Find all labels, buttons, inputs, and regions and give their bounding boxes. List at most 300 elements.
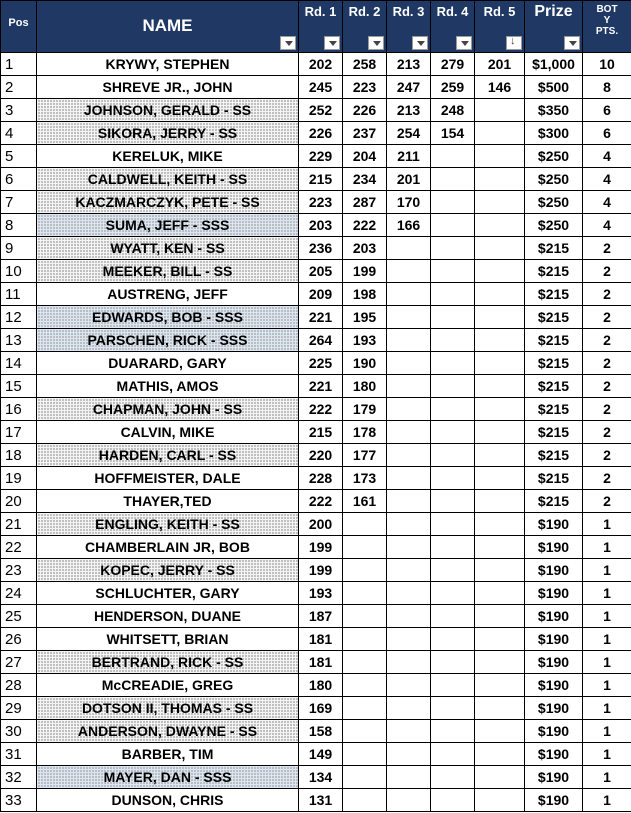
cell-prize[interactable]: $190 [525, 674, 583, 697]
cell-name[interactable]: MEEKER, BILL - SS [37, 260, 299, 283]
cell-rd2[interactable]: 203 [343, 237, 387, 260]
sort-descending-rd5-icon[interactable] [506, 36, 522, 50]
cell-rd4[interactable]: 248 [431, 99, 475, 122]
cell-name[interactable]: CALDWELL, KEITH - SS [37, 168, 299, 191]
cell-rd1[interactable]: 180 [299, 674, 343, 697]
cell-prize[interactable]: $190 [525, 582, 583, 605]
cell-name[interactable]: SIKORA, JERRY - SS [37, 122, 299, 145]
cell-rd2[interactable] [343, 697, 387, 720]
cell-name[interactable]: CALVIN, MIKE [37, 421, 299, 444]
cell-rd2[interactable]: 223 [343, 76, 387, 99]
cell-rd3[interactable] [387, 490, 431, 513]
cell-rd2[interactable] [343, 513, 387, 536]
cell-rd3[interactable] [387, 628, 431, 651]
filter-dropdown-rd2-icon[interactable] [368, 36, 384, 50]
cell-pos[interactable]: 13 [1, 329, 37, 352]
cell-rd4[interactable] [431, 168, 475, 191]
cell-rd3[interactable]: 166 [387, 214, 431, 237]
cell-boty-pts[interactable]: 2 [583, 306, 631, 329]
cell-name[interactable]: SCHLUCHTER, GARY [37, 582, 299, 605]
cell-rd5[interactable]: 146 [475, 76, 525, 99]
cell-rd5[interactable] [475, 191, 525, 214]
filter-dropdown-rd3-icon[interactable] [412, 36, 428, 50]
cell-rd5[interactable] [475, 490, 525, 513]
cell-prize[interactable]: $300 [525, 122, 583, 145]
cell-rd2[interactable] [343, 605, 387, 628]
cell-rd5[interactable] [475, 559, 525, 582]
cell-name[interactable]: ENGLING, KEITH - SS [37, 513, 299, 536]
cell-rd2[interactable]: 287 [343, 191, 387, 214]
filter-dropdown-prize-icon[interactable] [564, 36, 580, 50]
cell-boty-pts[interactable]: 2 [583, 444, 631, 467]
cell-rd3[interactable] [387, 467, 431, 490]
cell-rd4[interactable] [431, 421, 475, 444]
cell-pos[interactable]: 15 [1, 375, 37, 398]
cell-prize[interactable]: $190 [525, 651, 583, 674]
cell-rd2[interactable] [343, 720, 387, 743]
cell-name[interactable]: WHITSETT, BRIAN [37, 628, 299, 651]
cell-rd3[interactable] [387, 559, 431, 582]
cell-prize[interactable]: $215 [525, 283, 583, 306]
cell-boty-pts[interactable]: 1 [583, 743, 631, 766]
cell-prize[interactable]: $190 [525, 697, 583, 720]
cell-rd3[interactable] [387, 766, 431, 789]
cell-rd2[interactable]: 198 [343, 283, 387, 306]
cell-prize[interactable]: $190 [525, 720, 583, 743]
cell-name[interactable]: MATHIS, AMOS [37, 375, 299, 398]
cell-boty-pts[interactable]: 4 [583, 214, 631, 237]
cell-rd5[interactable] [475, 214, 525, 237]
cell-rd1[interactable]: 203 [299, 214, 343, 237]
cell-prize[interactable]: $250 [525, 191, 583, 214]
cell-rd1[interactable]: 245 [299, 76, 343, 99]
cell-rd4[interactable] [431, 237, 475, 260]
cell-rd3[interactable] [387, 421, 431, 444]
cell-rd2[interactable]: 173 [343, 467, 387, 490]
cell-boty-pts[interactable]: 2 [583, 260, 631, 283]
cell-rd5[interactable] [475, 145, 525, 168]
cell-rd1[interactable]: 205 [299, 260, 343, 283]
cell-rd5[interactable] [475, 536, 525, 559]
cell-boty-pts[interactable]: 2 [583, 375, 631, 398]
cell-pos[interactable]: 26 [1, 628, 37, 651]
cell-rd2[interactable] [343, 582, 387, 605]
cell-prize[interactable]: $215 [525, 421, 583, 444]
cell-rd4[interactable] [431, 720, 475, 743]
cell-name[interactable]: KERELUK, MIKE [37, 145, 299, 168]
cell-boty-pts[interactable]: 2 [583, 398, 631, 421]
cell-pos[interactable]: 10 [1, 260, 37, 283]
cell-rd1[interactable]: 200 [299, 513, 343, 536]
cell-pos[interactable]: 8 [1, 214, 37, 237]
cell-name[interactable]: HOFFMEISTER, DALE [37, 467, 299, 490]
cell-prize[interactable]: $215 [525, 375, 583, 398]
cell-rd4[interactable] [431, 467, 475, 490]
cell-boty-pts[interactable]: 4 [583, 191, 631, 214]
cell-boty-pts[interactable]: 1 [583, 559, 631, 582]
cell-rd3[interactable]: 213 [387, 53, 431, 76]
cell-rd2[interactable]: 226 [343, 99, 387, 122]
cell-boty-pts[interactable]: 10 [583, 53, 631, 76]
cell-name[interactable]: CHAPMAN, JOHN - SS [37, 398, 299, 421]
cell-rd4[interactable] [431, 697, 475, 720]
cell-rd2[interactable]: 190 [343, 352, 387, 375]
cell-prize[interactable]: $215 [525, 444, 583, 467]
cell-rd1[interactable]: 131 [299, 789, 343, 812]
cell-rd1[interactable]: 215 [299, 421, 343, 444]
cell-rd5[interactable] [475, 743, 525, 766]
cell-rd5[interactable] [475, 674, 525, 697]
cell-rd2[interactable] [343, 789, 387, 812]
cell-rd4[interactable] [431, 582, 475, 605]
cell-rd2[interactable]: 180 [343, 375, 387, 398]
cell-name[interactable]: MAYER, DAN - SSS [37, 766, 299, 789]
filter-dropdown-rd1-icon[interactable] [324, 36, 340, 50]
cell-rd3[interactable] [387, 375, 431, 398]
cell-rd1[interactable]: 187 [299, 605, 343, 628]
cell-pos[interactable]: 14 [1, 352, 37, 375]
cell-rd4[interactable] [431, 513, 475, 536]
cell-rd5[interactable] [475, 375, 525, 398]
cell-boty-pts[interactable]: 6 [583, 99, 631, 122]
cell-name[interactable]: HARDEN, CARL - SS [37, 444, 299, 467]
cell-rd5[interactable] [475, 122, 525, 145]
cell-rd2[interactable] [343, 651, 387, 674]
cell-rd5[interactable] [475, 260, 525, 283]
cell-rd2[interactable]: 193 [343, 329, 387, 352]
cell-rd3[interactable] [387, 352, 431, 375]
cell-rd1[interactable]: 236 [299, 237, 343, 260]
cell-prize[interactable]: $250 [525, 168, 583, 191]
cell-rd1[interactable]: 181 [299, 651, 343, 674]
cell-boty-pts[interactable]: 1 [583, 766, 631, 789]
cell-boty-pts[interactable]: 1 [583, 628, 631, 651]
cell-rd5[interactable] [475, 237, 525, 260]
cell-rd1[interactable]: 149 [299, 743, 343, 766]
cell-rd4[interactable] [431, 260, 475, 283]
cell-boty-pts[interactable]: 1 [583, 651, 631, 674]
cell-rd3[interactable] [387, 283, 431, 306]
cell-rd3[interactable] [387, 789, 431, 812]
cell-boty-pts[interactable]: 6 [583, 122, 631, 145]
cell-rd4[interactable] [431, 444, 475, 467]
cell-rd3[interactable]: 201 [387, 168, 431, 191]
cell-rd2[interactable] [343, 674, 387, 697]
cell-rd3[interactable] [387, 237, 431, 260]
cell-boty-pts[interactable]: 1 [583, 789, 631, 812]
cell-rd1[interactable]: 264 [299, 329, 343, 352]
cell-rd1[interactable]: 229 [299, 145, 343, 168]
cell-pos[interactable]: 24 [1, 582, 37, 605]
cell-rd2[interactable]: 237 [343, 122, 387, 145]
cell-name[interactable]: KACZMARCZYK, PETE - SS [37, 191, 299, 214]
cell-prize[interactable]: $190 [525, 513, 583, 536]
cell-name[interactable]: HENDERSON, DUANE [37, 605, 299, 628]
cell-rd1[interactable]: 215 [299, 168, 343, 191]
cell-prize[interactable]: $250 [525, 214, 583, 237]
cell-rd2[interactable]: 179 [343, 398, 387, 421]
cell-rd5[interactable] [475, 582, 525, 605]
cell-rd1[interactable]: 222 [299, 398, 343, 421]
cell-rd4[interactable] [431, 674, 475, 697]
cell-rd5[interactable] [475, 329, 525, 352]
cell-rd5[interactable] [475, 421, 525, 444]
cell-prize[interactable]: $190 [525, 789, 583, 812]
cell-prize[interactable]: $215 [525, 467, 583, 490]
cell-rd2[interactable]: 222 [343, 214, 387, 237]
cell-pos[interactable]: 32 [1, 766, 37, 789]
cell-name[interactable]: DUNSON, CHRIS [37, 789, 299, 812]
cell-rd4[interactable] [431, 214, 475, 237]
cell-rd2[interactable]: 178 [343, 421, 387, 444]
cell-rd2[interactable]: 177 [343, 444, 387, 467]
cell-rd3[interactable]: 170 [387, 191, 431, 214]
cell-pos[interactable]: 30 [1, 720, 37, 743]
cell-rd5[interactable] [475, 444, 525, 467]
cell-boty-pts[interactable]: 4 [583, 168, 631, 191]
cell-pos[interactable]: 5 [1, 145, 37, 168]
cell-rd2[interactable] [343, 743, 387, 766]
cell-name[interactable]: DOTSON II, THOMAS - SS [37, 697, 299, 720]
cell-boty-pts[interactable]: 2 [583, 490, 631, 513]
cell-rd4[interactable]: 154 [431, 122, 475, 145]
cell-boty-pts[interactable]: 2 [583, 329, 631, 352]
cell-prize[interactable]: $190 [525, 743, 583, 766]
cell-prize[interactable]: $190 [525, 628, 583, 651]
cell-rd3[interactable] [387, 720, 431, 743]
cell-rd2[interactable] [343, 536, 387, 559]
cell-rd3[interactable] [387, 582, 431, 605]
cell-prize[interactable]: $500 [525, 76, 583, 99]
cell-rd5[interactable] [475, 99, 525, 122]
cell-rd4[interactable] [431, 766, 475, 789]
cell-pos[interactable]: 18 [1, 444, 37, 467]
cell-rd2[interactable]: 204 [343, 145, 387, 168]
cell-rd1[interactable]: 169 [299, 697, 343, 720]
cell-rd4[interactable] [431, 605, 475, 628]
cell-rd5[interactable] [475, 168, 525, 191]
cell-pos[interactable]: 31 [1, 743, 37, 766]
cell-rd5[interactable] [475, 628, 525, 651]
cell-boty-pts[interactable]: 2 [583, 283, 631, 306]
cell-name[interactable]: WYATT, KEN - SS [37, 237, 299, 260]
cell-boty-pts[interactable]: 1 [583, 513, 631, 536]
filter-dropdown-name-icon[interactable] [280, 36, 296, 50]
cell-rd1[interactable]: 225 [299, 352, 343, 375]
cell-pos[interactable]: 28 [1, 674, 37, 697]
cell-boty-pts[interactable]: 8 [583, 76, 631, 99]
cell-rd3[interactable] [387, 605, 431, 628]
cell-prize[interactable]: $215 [525, 352, 583, 375]
cell-name[interactable]: BERTRAND, RICK - SS [37, 651, 299, 674]
cell-rd3[interactable] [387, 674, 431, 697]
cell-boty-pts[interactable]: 2 [583, 237, 631, 260]
cell-rd4[interactable]: 259 [431, 76, 475, 99]
cell-rd4[interactable] [431, 283, 475, 306]
cell-name[interactable]: PARSCHEN, RICK - SSS [37, 329, 299, 352]
cell-rd3[interactable] [387, 513, 431, 536]
cell-rd3[interactable] [387, 306, 431, 329]
cell-prize[interactable]: $215 [525, 237, 583, 260]
cell-rd5[interactable] [475, 789, 525, 812]
cell-prize[interactable]: $190 [525, 605, 583, 628]
cell-prize[interactable]: $190 [525, 559, 583, 582]
cell-pos[interactable]: 20 [1, 490, 37, 513]
cell-rd1[interactable]: 202 [299, 53, 343, 76]
cell-name[interactable]: KRYWY, STEPHEN [37, 53, 299, 76]
cell-rd4[interactable] [431, 191, 475, 214]
cell-prize[interactable]: $190 [525, 766, 583, 789]
cell-name[interactable]: KOPEC, JERRY - SS [37, 559, 299, 582]
cell-boty-pts[interactable]: 4 [583, 145, 631, 168]
cell-rd1[interactable]: 252 [299, 99, 343, 122]
cell-rd4[interactable] [431, 536, 475, 559]
cell-rd1[interactable]: 226 [299, 122, 343, 145]
cell-rd4[interactable] [431, 743, 475, 766]
cell-pos[interactable]: 29 [1, 697, 37, 720]
cell-rd3[interactable]: 211 [387, 145, 431, 168]
cell-prize[interactable]: $190 [525, 536, 583, 559]
cell-boty-pts[interactable]: 1 [583, 697, 631, 720]
cell-pos[interactable]: 21 [1, 513, 37, 536]
cell-rd1[interactable]: 158 [299, 720, 343, 743]
cell-rd2[interactable]: 199 [343, 260, 387, 283]
cell-rd1[interactable]: 221 [299, 306, 343, 329]
cell-pos[interactable]: 33 [1, 789, 37, 812]
cell-rd5[interactable] [475, 651, 525, 674]
cell-rd5[interactable] [475, 697, 525, 720]
cell-pos[interactable]: 6 [1, 168, 37, 191]
cell-rd2[interactable]: 161 [343, 490, 387, 513]
cell-rd5[interactable]: 201 [475, 53, 525, 76]
cell-rd3[interactable]: 254 [387, 122, 431, 145]
cell-rd3[interactable] [387, 444, 431, 467]
cell-pos[interactable]: 3 [1, 99, 37, 122]
cell-boty-pts[interactable]: 1 [583, 582, 631, 605]
cell-name[interactable]: EDWARDS, BOB - SSS [37, 306, 299, 329]
cell-rd1[interactable]: 199 [299, 536, 343, 559]
cell-pos[interactable]: 27 [1, 651, 37, 674]
cell-name[interactable]: McCREADIE, GREG [37, 674, 299, 697]
cell-pos[interactable]: 7 [1, 191, 37, 214]
cell-rd3[interactable] [387, 260, 431, 283]
cell-name[interactable]: JOHNSON, GERALD - SS [37, 99, 299, 122]
cell-boty-pts[interactable]: 2 [583, 352, 631, 375]
cell-pos[interactable]: 1 [1, 53, 37, 76]
cell-rd2[interactable]: 195 [343, 306, 387, 329]
cell-rd5[interactable] [475, 766, 525, 789]
cell-rd2[interactable] [343, 628, 387, 651]
cell-rd3[interactable]: 247 [387, 76, 431, 99]
cell-name[interactable]: CHAMBERLAIN JR, BOB [37, 536, 299, 559]
cell-name[interactable]: AUSTRENG, JEFF [37, 283, 299, 306]
cell-pos[interactable]: 12 [1, 306, 37, 329]
cell-rd2[interactable]: 258 [343, 53, 387, 76]
cell-prize[interactable]: $1,000 [525, 53, 583, 76]
cell-pos[interactable]: 17 [1, 421, 37, 444]
cell-pos[interactable]: 19 [1, 467, 37, 490]
cell-name[interactable]: THAYER,TED [37, 490, 299, 513]
cell-rd1[interactable]: 209 [299, 283, 343, 306]
cell-rd1[interactable]: 199 [299, 559, 343, 582]
cell-boty-pts[interactable]: 2 [583, 421, 631, 444]
cell-name[interactable]: SHREVE JR., JOHN [37, 76, 299, 99]
cell-rd1[interactable]: 228 [299, 467, 343, 490]
cell-pos[interactable]: 9 [1, 237, 37, 260]
cell-rd4[interactable] [431, 490, 475, 513]
cell-rd4[interactable] [431, 651, 475, 674]
cell-rd1[interactable]: 181 [299, 628, 343, 651]
cell-rd1[interactable]: 223 [299, 191, 343, 214]
cell-rd3[interactable] [387, 697, 431, 720]
cell-rd2[interactable] [343, 559, 387, 582]
cell-rd1[interactable]: 221 [299, 375, 343, 398]
cell-prize[interactable]: $215 [525, 306, 583, 329]
cell-boty-pts[interactable]: 2 [583, 467, 631, 490]
cell-rd3[interactable] [387, 329, 431, 352]
cell-rd5[interactable] [475, 513, 525, 536]
cell-prize[interactable]: $250 [525, 145, 583, 168]
cell-prize[interactable]: $215 [525, 329, 583, 352]
cell-rd5[interactable] [475, 467, 525, 490]
cell-prize[interactable]: $350 [525, 99, 583, 122]
cell-pos[interactable]: 22 [1, 536, 37, 559]
cell-rd3[interactable]: 213 [387, 99, 431, 122]
cell-pos[interactable]: 11 [1, 283, 37, 306]
cell-rd4[interactable] [431, 559, 475, 582]
cell-name[interactable]: DUARARD, GARY [37, 352, 299, 375]
cell-rd4[interactable] [431, 352, 475, 375]
cell-rd5[interactable] [475, 398, 525, 421]
cell-pos[interactable]: 4 [1, 122, 37, 145]
cell-rd2[interactable] [343, 766, 387, 789]
cell-boty-pts[interactable]: 1 [583, 605, 631, 628]
cell-rd1[interactable]: 220 [299, 444, 343, 467]
cell-name[interactable]: ANDERSON, DWAYNE - SS [37, 720, 299, 743]
cell-name[interactable]: SUMA, JEFF - SSS [37, 214, 299, 237]
cell-name[interactable]: BARBER, TIM [37, 743, 299, 766]
cell-pos[interactable]: 25 [1, 605, 37, 628]
cell-rd1[interactable]: 193 [299, 582, 343, 605]
cell-rd1[interactable]: 134 [299, 766, 343, 789]
cell-rd5[interactable] [475, 352, 525, 375]
cell-rd3[interactable] [387, 536, 431, 559]
cell-rd4[interactable] [431, 145, 475, 168]
cell-rd4[interactable] [431, 329, 475, 352]
cell-rd5[interactable] [475, 283, 525, 306]
cell-pos[interactable]: 2 [1, 76, 37, 99]
cell-prize[interactable]: $215 [525, 260, 583, 283]
cell-boty-pts[interactable]: 1 [583, 536, 631, 559]
cell-rd2[interactable]: 234 [343, 168, 387, 191]
cell-rd4[interactable] [431, 628, 475, 651]
cell-rd3[interactable] [387, 398, 431, 421]
cell-rd3[interactable] [387, 743, 431, 766]
cell-rd3[interactable] [387, 651, 431, 674]
cell-rd4[interactable] [431, 789, 475, 812]
cell-boty-pts[interactable]: 1 [583, 720, 631, 743]
cell-rd4[interactable]: 279 [431, 53, 475, 76]
cell-rd4[interactable] [431, 398, 475, 421]
cell-rd5[interactable] [475, 306, 525, 329]
cell-rd4[interactable] [431, 306, 475, 329]
filter-dropdown-rd4-icon[interactable] [456, 36, 472, 50]
cell-pos[interactable]: 23 [1, 559, 37, 582]
cell-boty-pts[interactable]: 1 [583, 674, 631, 697]
cell-prize[interactable]: $215 [525, 490, 583, 513]
cell-pos[interactable]: 16 [1, 398, 37, 421]
cell-rd5[interactable] [475, 720, 525, 743]
